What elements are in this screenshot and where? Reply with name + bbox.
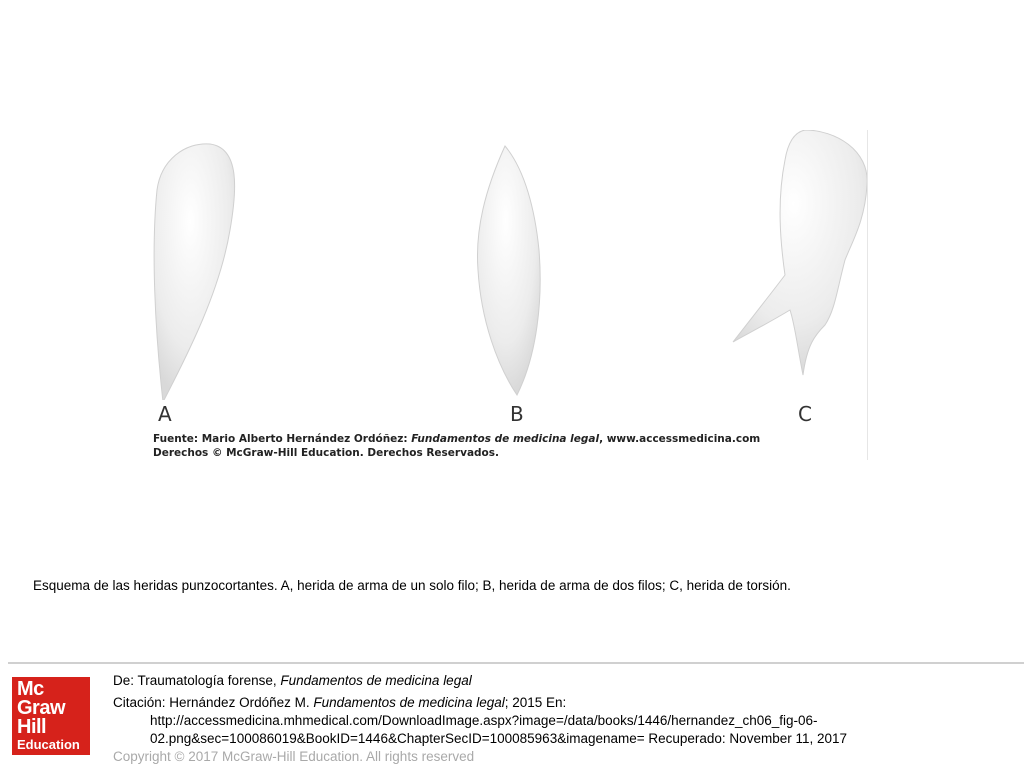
wound-figure [145, 130, 870, 460]
wound-shapes [145, 130, 870, 400]
source-prefix: Fuente: Mario Alberto Hernández Ordóñez: [153, 433, 412, 445]
footer-divider [8, 662, 1024, 664]
figure-source [153, 432, 760, 460]
citation-footer [113, 672, 847, 766]
logo-line-2: Graw [17, 697, 66, 719]
mcgraw-hill-logo [12, 677, 90, 755]
citation-url-line-1[interactable]: http://accessmedicina.mhmedical.com/DownloadImage.aspx?image=/data/books/1446/hernandez_ch06_fig-06- [150, 713, 818, 728]
citation-line [113, 694, 847, 712]
figure-edge [867, 130, 868, 460]
citation-suffix: ; 2015 En: [504, 695, 567, 710]
wound-c-shape [733, 130, 867, 375]
logo-line-3: Hill [17, 716, 47, 738]
logo-line-1: Mc [17, 678, 44, 700]
source-line [153, 432, 760, 446]
figure-caption: Esquema de las heridas punzocortantes. A, herida de arma de un solo filo; B, herida de arma de dos filos; C, herida de torsión. [33, 578, 791, 593]
copyright-notice: Copyright © 2017 McGraw-Hill Education. All rights reserved [113, 749, 475, 764]
citation-url-line-2[interactable]: 02.png&sec=100086019&BookID=1446&ChapterSecID=100085963&imagename= Recuperado: November 11, 2017 [150, 731, 848, 746]
label-a: A [158, 402, 172, 426]
label-c: C [798, 402, 812, 426]
citation-title: Fundamentos de medicina legal [313, 695, 505, 710]
from-prefix: De: Traumatología forense, [113, 673, 281, 688]
rights-line: Derechos © McGraw-Hill Education. Derechos Reservados. [153, 447, 499, 459]
label-b: B [510, 402, 524, 426]
wound-b-shape [477, 146, 540, 395]
wound-a-shape [154, 144, 235, 400]
source-suffix: , www.accessmedicina.com [599, 433, 761, 445]
logo-line-4: Education [17, 737, 80, 752]
from-title: Fundamentos de medicina legal [280, 673, 472, 688]
source-title: Fundamentos de medicina legal [411, 433, 600, 445]
citation-prefix: Citación: Hernández Ordóñez M [113, 695, 306, 710]
citation-sep: . [305, 695, 314, 710]
from-line [113, 672, 847, 690]
